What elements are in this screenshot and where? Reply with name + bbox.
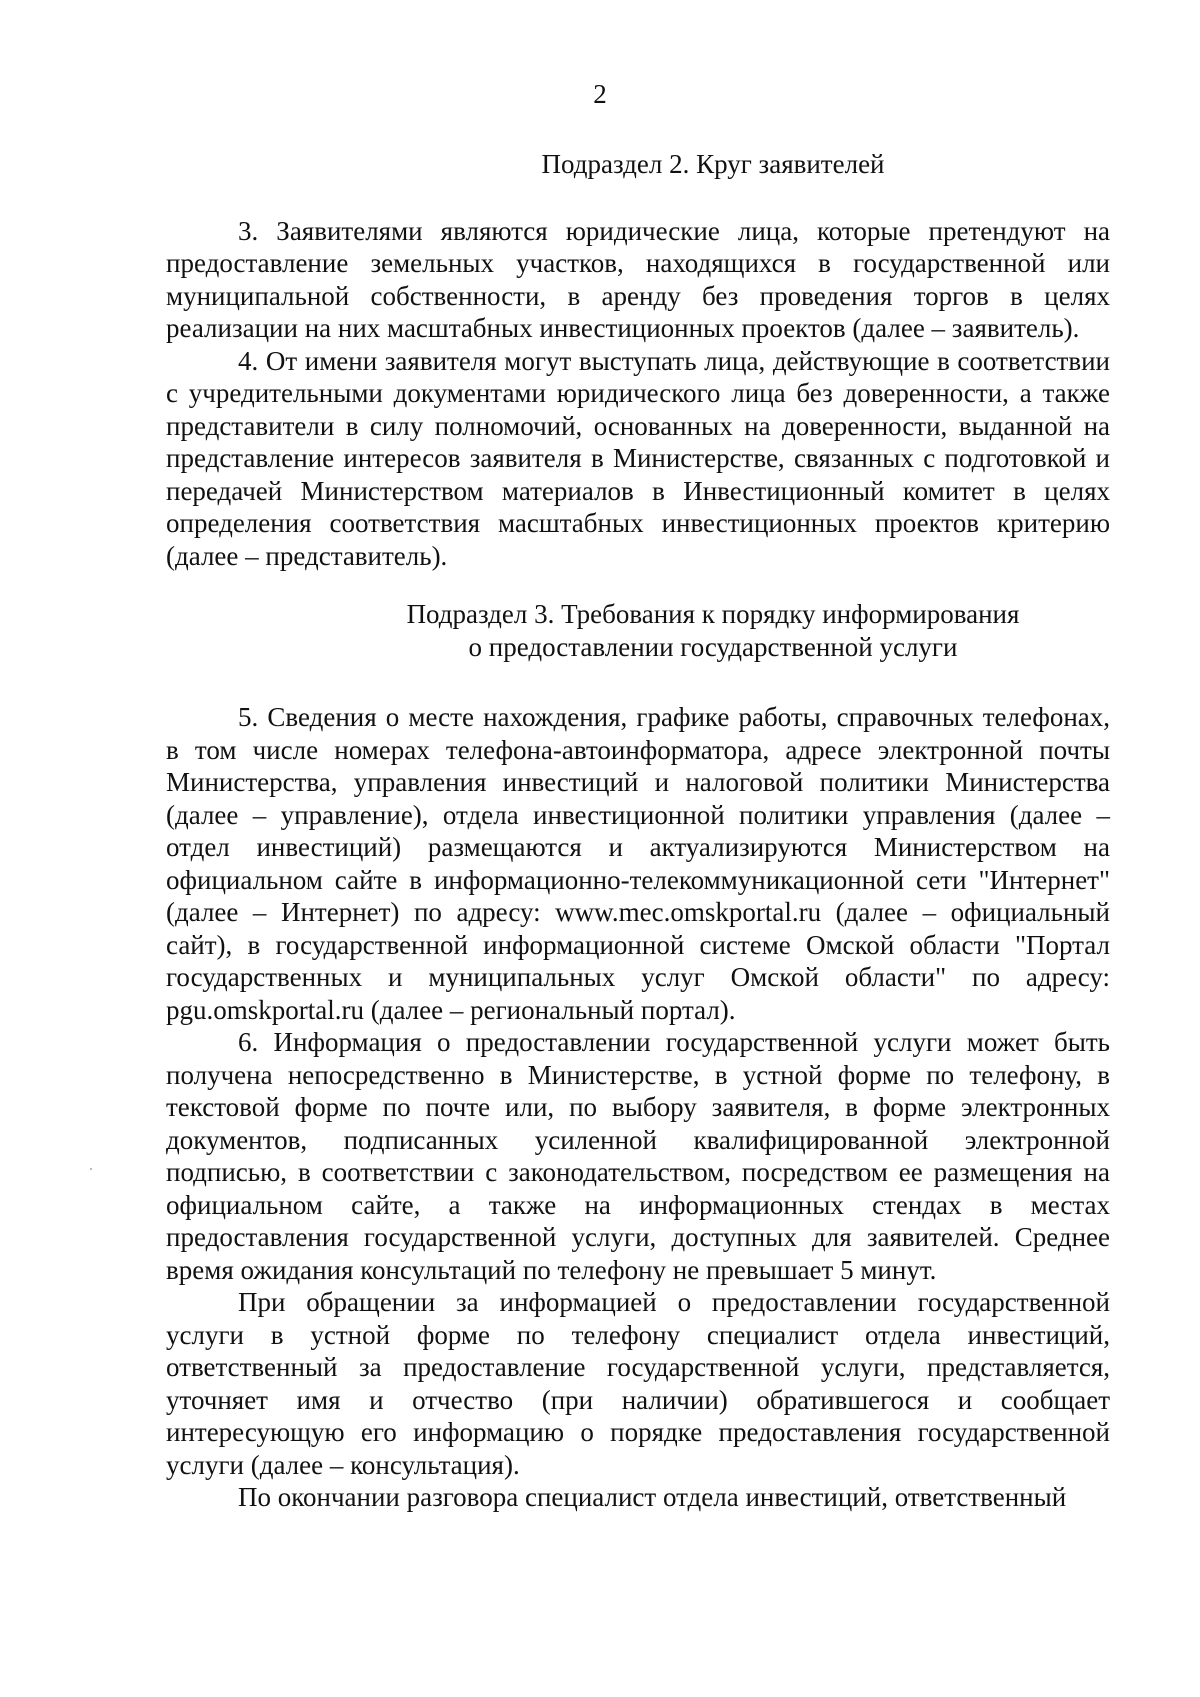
subsection-3-heading-line-1: Подраздел 3. Требования к порядку информирования: [406, 599, 1020, 629]
paragraph-after-call: По окончании разговора специалист отдела инвестиций, ответственный: [238, 1482, 1067, 1512]
subsection-3-heading-line-2: о предоставлении государственной услуги: [468, 631, 958, 662]
subsection-2-heading: Подраздел 2. Круг заявителей: [541, 149, 885, 179]
scan-artifact: [90, 1168, 92, 1170]
paragraph-5: 5. Сведения о месте нахождения, графике работы, справочных телефонах, в том числе номерах телефона-автоинформатора, адресе электронной почты Министерства, управления инвестиций и налоговой политики Министерства (далее – управление), отдела инвестиционной политики управления (далее – отдел инвестиций) размещаются и актуализируются Министерством на официальном сайте в информационно-телекоммуникационной сети "Интернет" (далее – Интернет) по адресу: www.mec.omskportal.ru (далее – официальный сайт), в государственной информационной системе Омской области "Портал государственных и муниципальных услуг Омской области" по адресу: pgu.omskportal.ru (далее – региональный портал).: [166, 702, 1110, 1025]
page-number: 2: [593, 79, 607, 109]
paragraph-6: 6. Информация о предоставлении государственной услуги может быть получена непосредственно в Министерстве, в устной форме по телефону, в текстовой форме по почте или, по выбору заявителя, в форме электронных документов, подписанных усиленной квалифицированной электронной подписью, в соответствии с законодательством, посредством ее размещения на официальном сайте, а также на информационных стендах в местах предоставления государственной услуги, доступных для заявителей. Среднее время ожидания консультаций по телефону не превышает 5 минут.: [166, 1027, 1110, 1285]
paragraph-4: 4. От имени заявителя могут выступать лица, действующие в соответствии с учредительными документами юридического лица без доверенности, а также представители в силу полномочий, основанных на доверенности, выданной на представление интересов заявителя в Министерстве, связанных с подготовкой и передачей Министерством материалов в Инвестиционный комитет в целях определения соответствия масштабных инвестиционных проектов критерию (далее – представитель).: [166, 345, 1110, 571]
document-body: [166, 148, 1110, 1514]
paragraph-consultation: При обращении за информацией о предоставлении государственной услуги в устной форме по телефону специалист отдела инвестиций, ответственный за предоставление государственной услуги, представляется, уточняет имя и отчество (при наличии) обратившегося и сообщает интересующую его информацию о порядке предоставления государственной услуги (далее – консультация).: [166, 1287, 1110, 1480]
subsection-3-heading: [166, 598, 1110, 663]
paragraph-3: 3. Заявителями являются юридические лица, которые претендуют на предоставление земельных участков, находящихся в государственной или муниципальной собственности, в аренду без проведения торгов в целях реализации на них масштабных инвестиционных проектов (далее – заявитель).: [166, 215, 1110, 343]
